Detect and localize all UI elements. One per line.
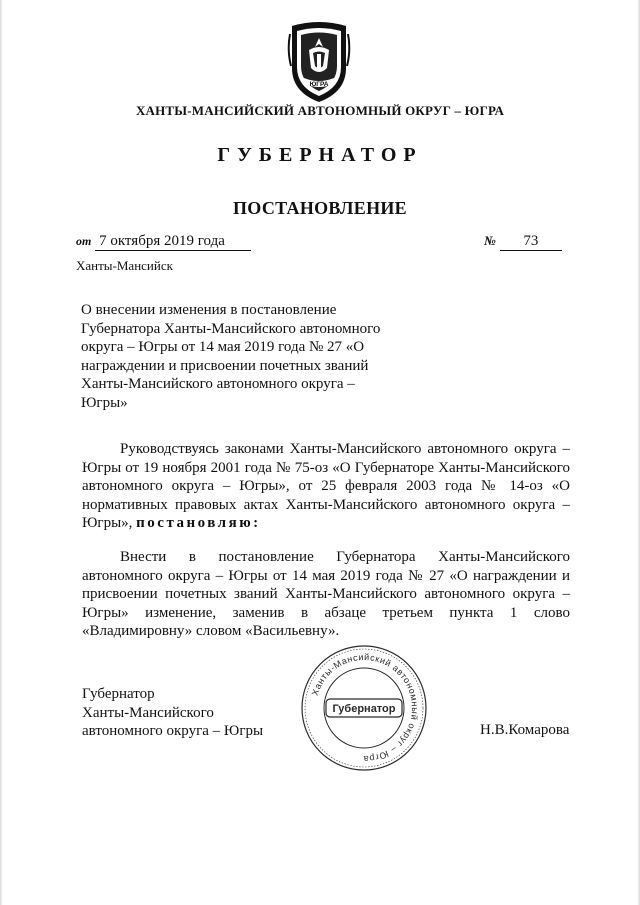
stamp-center-text: Губернатор [332,703,396,715]
date-value: 7 октября 2019 года [95,233,251,251]
signatory-title [82,685,263,741]
body-paragraph-1 [82,440,570,533]
number-field [484,233,562,251]
signatory-name: Н.В.Комарова [480,722,570,738]
date-field [76,233,251,251]
number-sign: № [484,233,496,248]
city: Ханты-Мансийск [76,258,173,273]
number-value: 73 [500,233,562,251]
resolution-word: постановляю: [136,515,261,531]
signatory-title-line-2: Ханты-Мансийского [82,704,214,721]
signatory-title-line-3: автономного округа – Югры [82,723,264,739]
organization-title: ГУБЕРНАТОР [217,144,423,166]
body-paragraph-2: Внести в постановление Губернатора Ханты-Мансийского автономного округа – Югры от 14 мая 2019 года № 27 «О награждении и присвоении почетных званий Ханты-Мансийского автономного округа – Югры» изменение, заменив в абзаце третьем пункта 1 слово «Владимировну» словом «Васильевну». [82,549,570,639]
stamp-ring-text: Ханты-Мансийский автономный округ – Югра [309,651,421,765]
date-prefix: от [76,234,92,248]
document-subject: О внесении изменения в постановление Губернатора Ханты-Мансийского автономного округа – Югры от 14 мая 2019 года № 27 «О награждении и присвоении почетных званий Ханты-Мансийского автономного округа – Югры» [81,302,381,411]
emblem-label: ЮГРА [309,81,329,88]
scan-edge-left [0,0,3,905]
coat-of-arms-icon [286,20,352,104]
region-name: ХАНТЫ-МАНСИЙСКИЙ АВТОНОМНЫЙ ОКРУГ – ЮГРА [135,103,505,118]
signatory-title-line-1: Губернатор [82,686,155,702]
document-type: ПОСТАНОВЛЕНИЕ [233,198,407,218]
official-stamp-icon [298,642,430,774]
paragraph-1-text: Руководствуясь законами Ханты-Мансийского автономного округа – Югры от 19 ноября 2001 года № 75-оз «О Губернаторе Ханты-Мансийского автономного округа – Югры», от 25 февраля 2003 года № 14-оз «О нормативных правовых актах Ханты-Мансийского автономного округа – Югры», [82,441,570,531]
